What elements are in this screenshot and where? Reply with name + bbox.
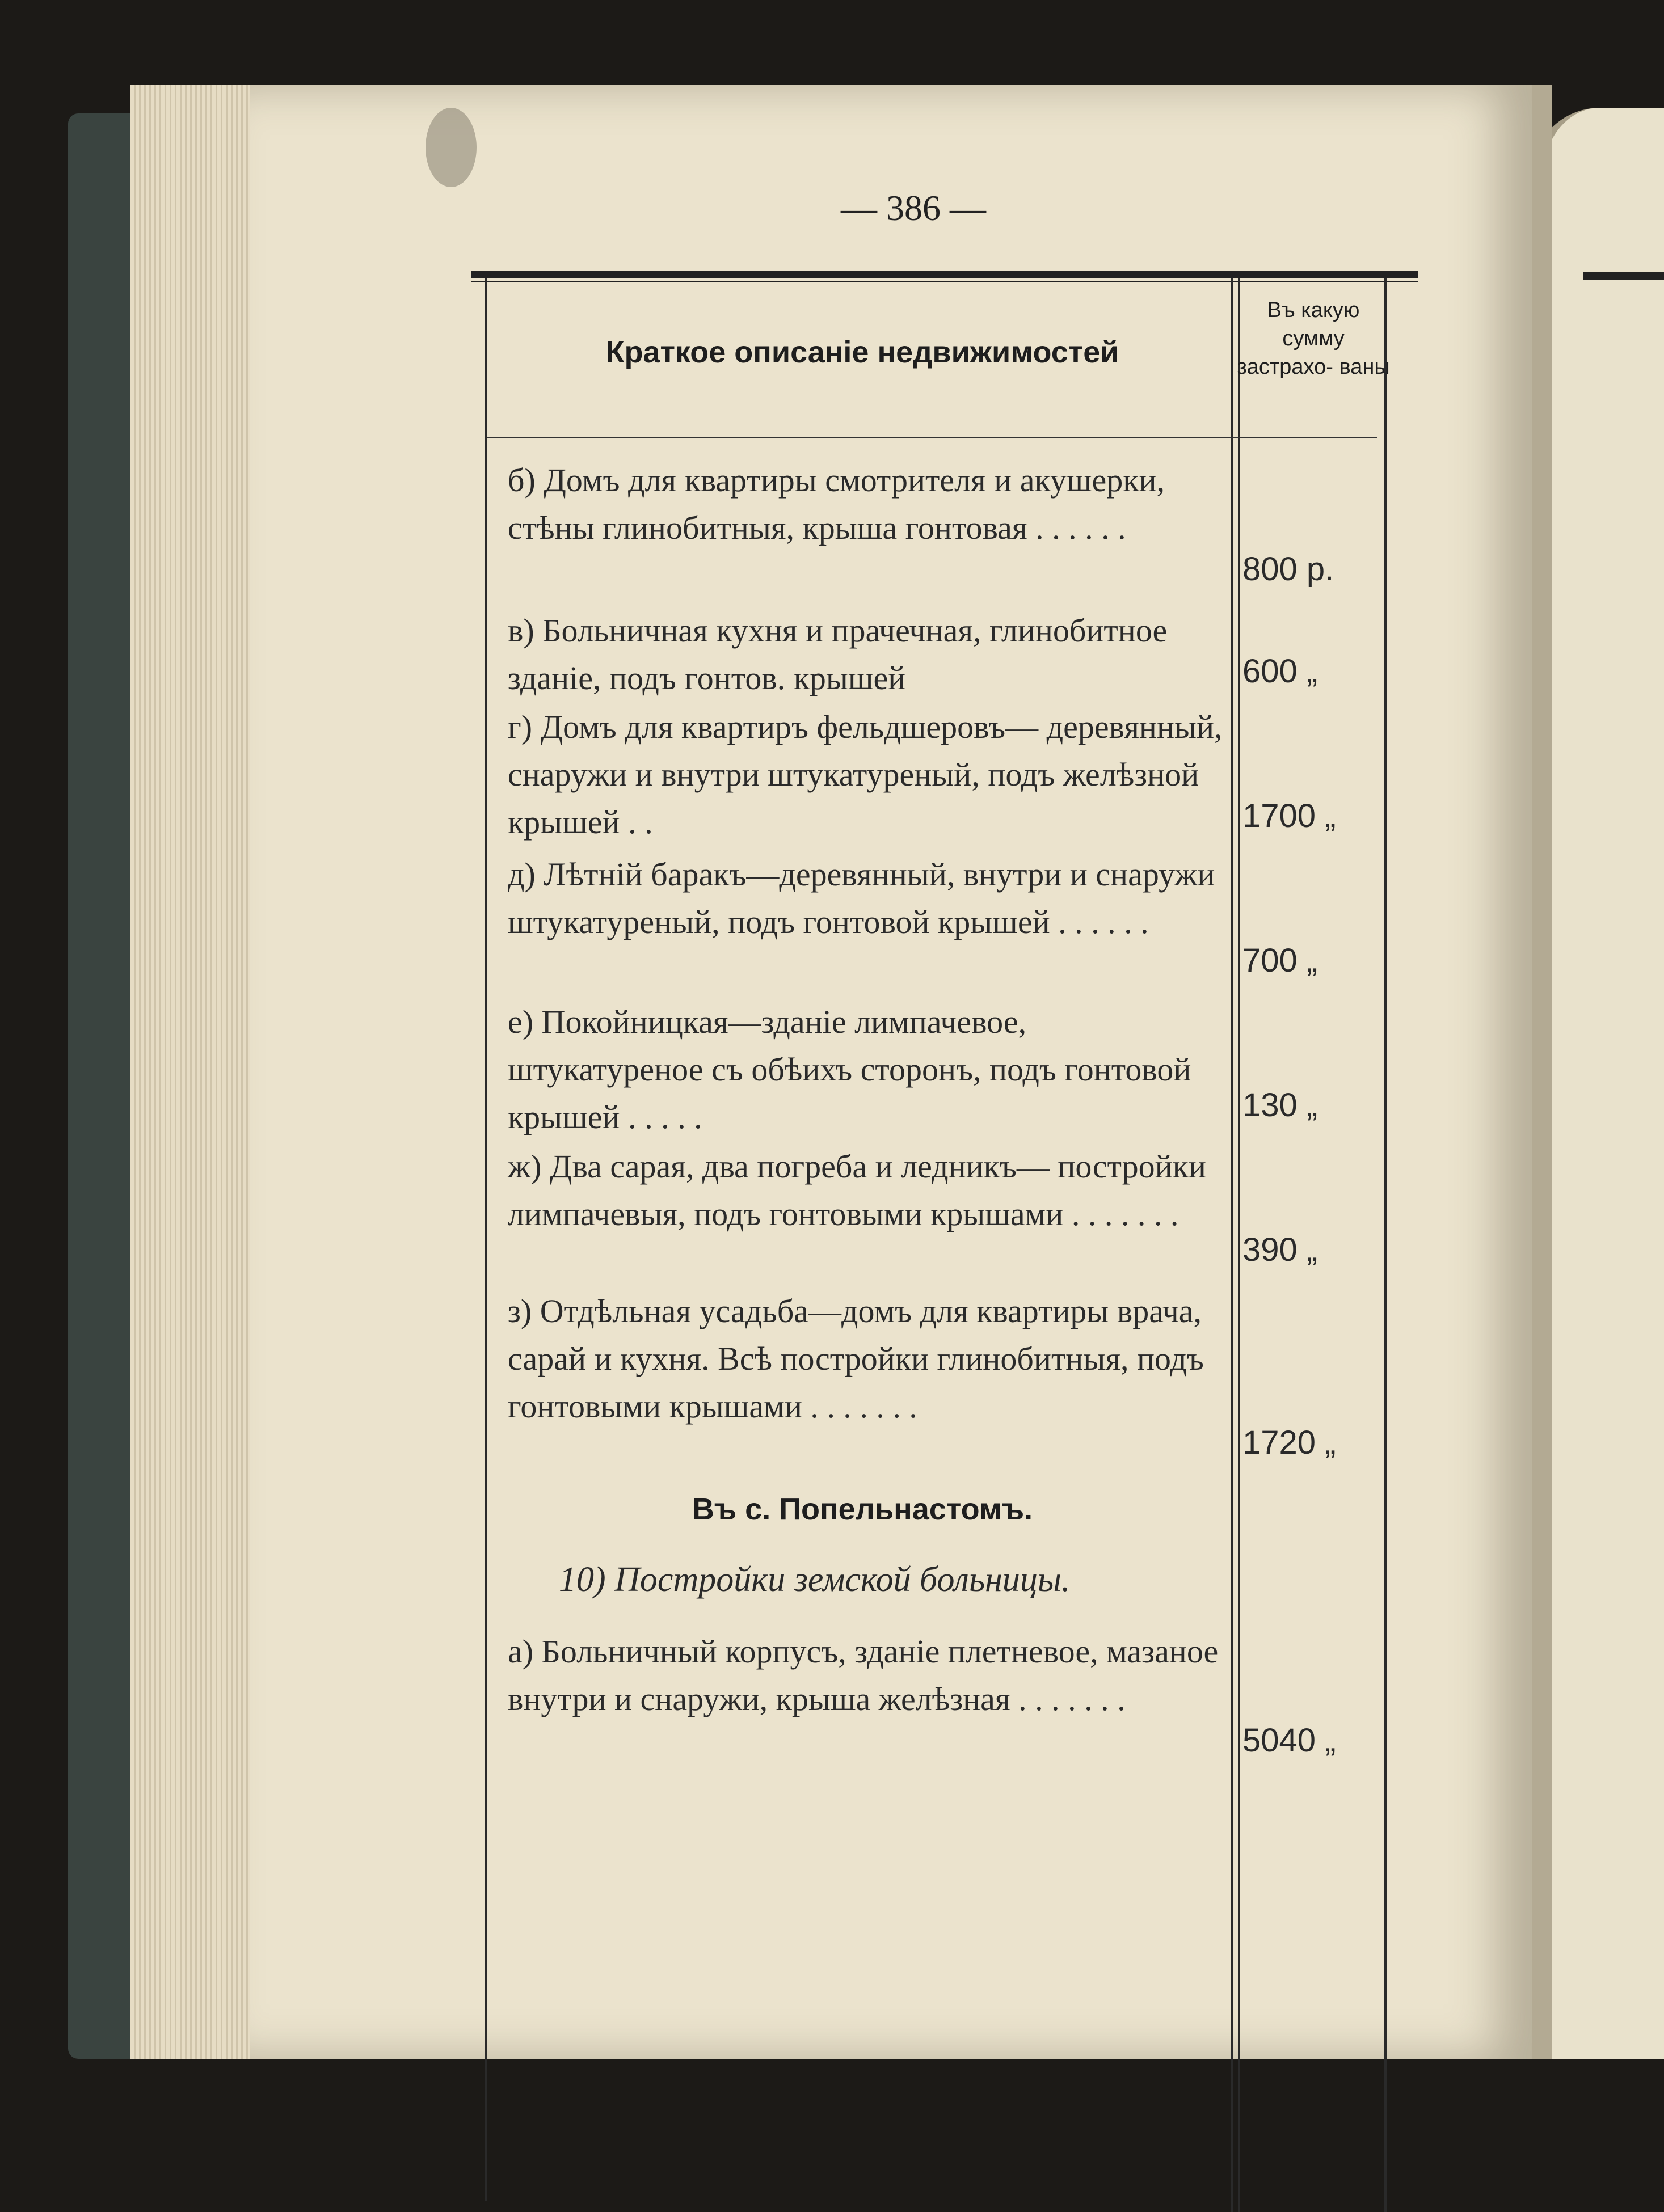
entry-a-amount: 5040 „: [1242, 1722, 1336, 1759]
entry-a: [508, 1628, 1223, 1723]
entry-g-amount: 1700 „: [1242, 797, 1336, 834]
page-stain: [426, 108, 477, 187]
entry-d-amount: 700 „: [1242, 942, 1318, 979]
entry-v: [508, 607, 1223, 702]
page-number: — 386 —: [841, 188, 986, 228]
entry-d: [508, 851, 1223, 946]
entry-z: [508, 1287, 1223, 1430]
column-divider: [1231, 278, 1233, 2212]
entry-text: в) Больничная кухня и прачечная, глинобитное зданіе, подъ гонтов. крышей: [508, 612, 1168, 696]
table-left-border-lower: [485, 1633, 487, 2201]
header-bottom-rule: [487, 437, 1377, 438]
entry-e: [508, 998, 1223, 1141]
entry-text: з) Отдѣльная усадьба—домъ для квартиры врача, сарай и кухня. Всѣ постройки глинобитныя, подъ гонтовыми крышами . . . . . . .: [508, 1293, 1204, 1425]
subheading: 10) Постройки земской больницы.: [559, 1560, 1071, 1599]
entry-text: д) Лѣтній баракъ—деревянный, внутри и снаружи штукатуреный, подъ гонтовой крышей . . . . . .: [508, 856, 1215, 940]
entry-v-amount: 600 „: [1242, 653, 1318, 690]
entry-zh: [508, 1143, 1223, 1238]
entry-text: ж) Два сарая, два погреба и ледникъ— постройки лимпачевыя, подъ гонтовыми крышами . . . . . . .: [508, 1148, 1206, 1232]
entry-b-amount: 800 р.: [1242, 551, 1334, 588]
entry-g: [508, 703, 1223, 846]
entry-text: е) Покойницкая—зданіе лимпачевое, штукатуреное съ обѣихъ сторонъ, подъ гонтовой крышей . . . . .: [508, 1003, 1191, 1135]
entry-zh-amount: 390 „: [1242, 1231, 1318, 1268]
entry-text: г) Домъ для квартиръ фельдшеровъ— деревянный, снаружи и внутри штукатуреный, подъ желѣзной крышей . .: [508, 708, 1223, 841]
entry-b: [508, 457, 1223, 552]
header-amount: Въ какую сумму застрахо- ваны: [1237, 298, 1390, 379]
entry-text: а) Больничный корпусъ, зданіе плетневое, мазаное внутри и снаружи, крыша желѣзная . . . . . . .: [508, 1633, 1219, 1717]
column-divider-double: [1238, 278, 1240, 2212]
table-top-rule: [471, 271, 1418, 282]
table-left-border: [485, 278, 487, 1843]
section-heading: Въ с. Попельнастомъ.: [692, 1492, 1033, 1526]
entry-e-amount: 130 „: [1242, 1087, 1318, 1124]
entry-z-amount: 1720 „: [1242, 1424, 1336, 1461]
entry-text: б) Домъ для квартиры смотрителя и акушерки, стѣны глинобитныя, крыша гонтовая . . . . . .: [508, 462, 1165, 546]
header-description: Краткое описаніе недвижимостей: [605, 335, 1119, 369]
